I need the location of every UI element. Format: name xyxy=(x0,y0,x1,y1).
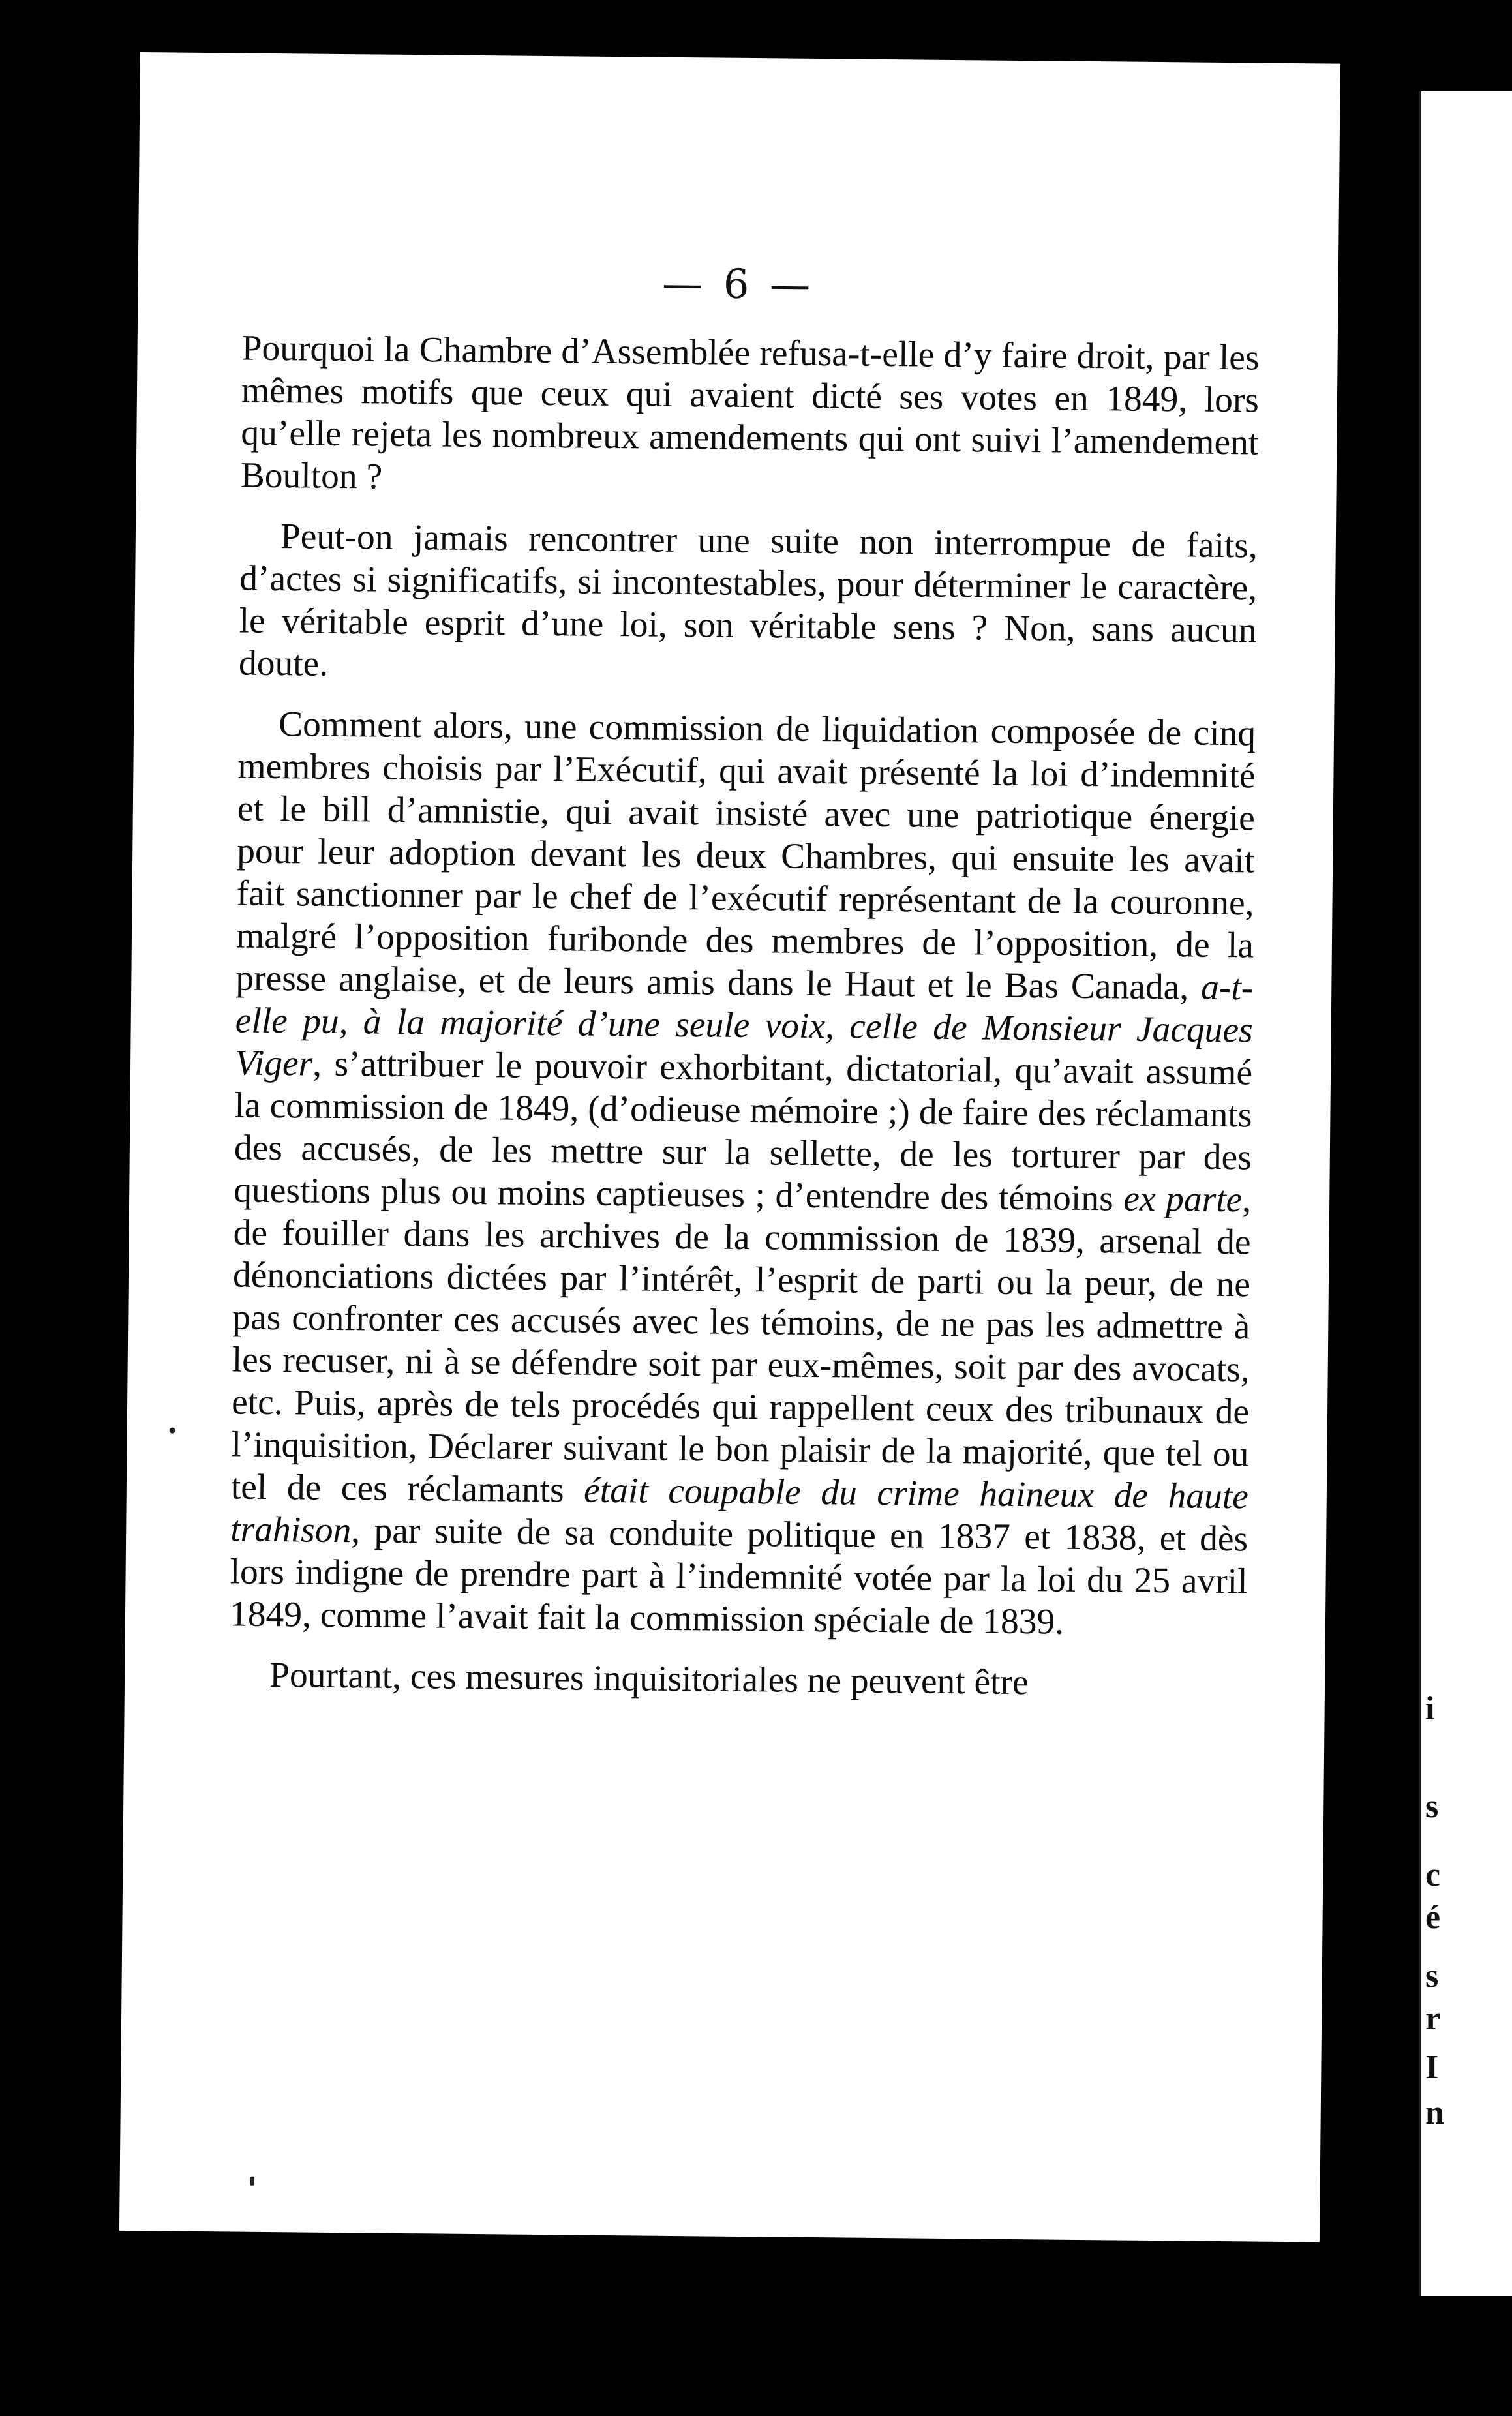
text-run: Pourtant, ces mesures inquisitoriales ne peuvent être xyxy=(269,1655,1029,1703)
adjacent-page-letter: I xyxy=(1425,2049,1439,2086)
adjacent-page-letter: s xyxy=(1425,1957,1439,1995)
italic-phrase: ex parte xyxy=(1123,1179,1243,1220)
adjacent-page-letter: r xyxy=(1425,2000,1441,2037)
adjacent-page-letter: s xyxy=(1425,1788,1439,1825)
paragraph xyxy=(240,327,1259,507)
text-run: , par suite de sa conduite politique en 1837 et 1838, et dès lors indigne de prendre part à l’indemnité votée par la loi du 25 avril 1849, comme l’avait fait la commission spéciale de 1839. xyxy=(229,1511,1248,1642)
text-run: , de fouiller dans les archives de la commission de 1839, arsenal de dénonciations dictées par l’intérêt, l’esprit de parti ou la peur, de ne pas confronter ces accusés avec les témoins, de ne pas les admettre à les recuser, ni à se défendre soit par eux-mêmes, soit par des avocats, etc. Puis, après de tels procédés qui rappellent ceux des tribunaux de l’inquisition, Déclarer suivant le bon plaisir de la majorité, que tel ou tel de ces réclamants xyxy=(230,1180,1252,1511)
page-body-text xyxy=(229,327,1260,1725)
paragraph xyxy=(229,1653,1247,1706)
text-run: , s’attribuer le pouvoir exhorbitant, dictatorial, qu’avait assumé la commission de 1849, (d’odieuse mémoire ;) de faire des réclamants des accusés, de les mettre sur la sellette, de les torturer par des questions plus ou moins captieuses ; d’entendre des témoins xyxy=(233,1044,1253,1219)
adjacent-page-edge xyxy=(1419,91,1512,2296)
margin-dot xyxy=(170,1428,175,1434)
adjacent-page-letter: i xyxy=(1425,1690,1435,1727)
adjacent-page-letter: é xyxy=(1425,1899,1441,1936)
italic-phrase: était coupable du crime haineux de haute trahison xyxy=(230,1470,1249,1551)
paragraph xyxy=(230,702,1256,1645)
adjacent-page-letter: c xyxy=(1425,1856,1441,1894)
italic-phrase: a-t-elle pu, à la majorité d’une seule voix, celle de Monsieur Jacques Viger xyxy=(234,967,1254,1084)
text-run: Comment alors, une commission de liquidation composée de cinq membres choisis par l’Exécutif, qui avait présenté la loi d’indemnité et le bill d’amnistie, qui avait insisté avec une patriotique énergie pour leur adoption devant les deux Chambres, qui ensuite les avait fait sanctionner par le chef de l’exécutif représentant de la couronne, malgré l’opposition furibonde des membres de l’opposition, de la presse anglaise, et de leurs amis dans le Haut et le Bas Canada, xyxy=(235,704,1256,1008)
page-number: — 6 — xyxy=(661,259,815,309)
text-run: Pourquoi la Chambre d’Assemblée refusa-t-elle d’y faire droit, par les mêmes motifs que ceux qui avaient dicté ses votes en 1849, lors qu’elle rejeta les nombreux amendements qui ont suivi l’amendement Boulton ? xyxy=(240,328,1260,497)
text-run: Peut-on jamais rencontrer une suite non interrompue de faits, d’actes si significatifs, si incontestables, pour déterminer le caractère, le véritable esprit d’une loi, son véritable sens ? Non, sans aucun doute. xyxy=(238,517,1258,684)
adjacent-page-letter: n xyxy=(1425,2094,1444,2132)
book-page xyxy=(119,52,1340,2242)
paragraph xyxy=(239,515,1258,695)
ink-speck xyxy=(250,2177,254,2186)
